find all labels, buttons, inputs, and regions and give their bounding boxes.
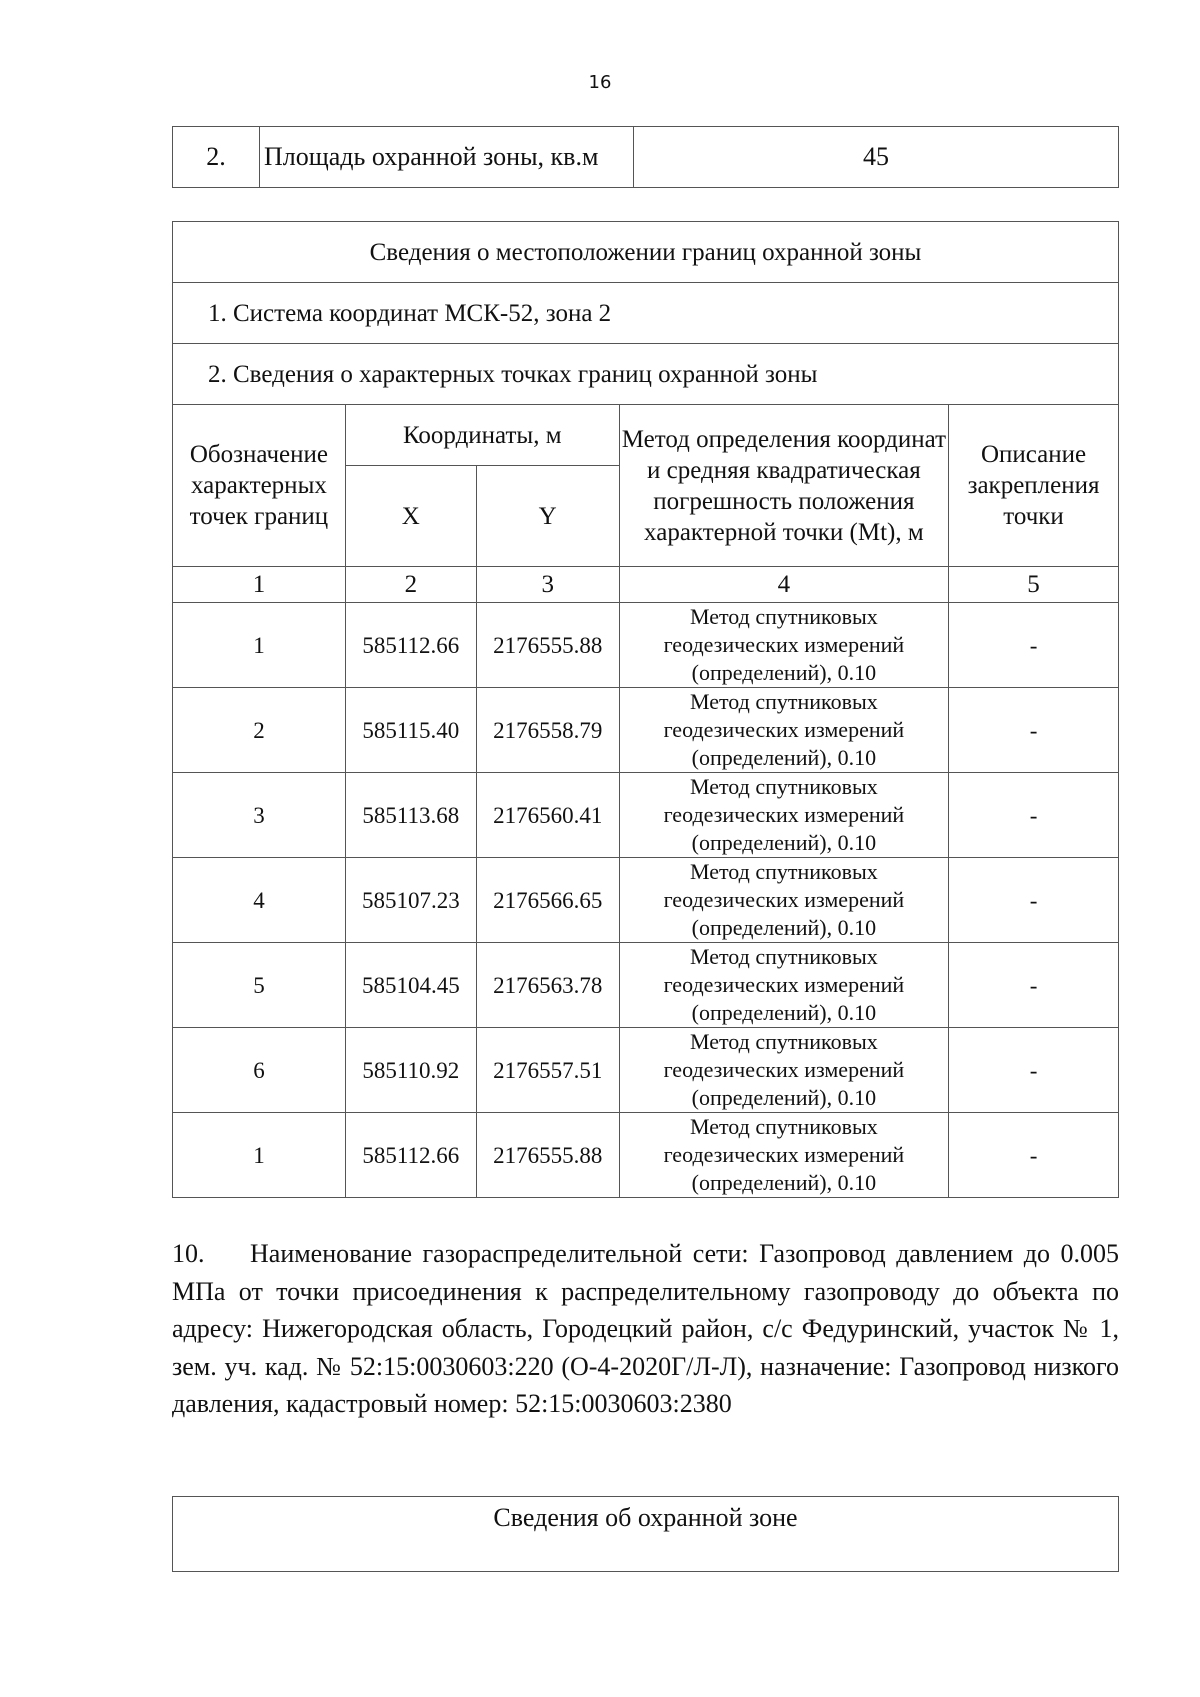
protection-zone-table [172,1496,1119,1572]
points-title: 2. Сведения о характерных точках границ охранной зоны [173,344,1119,405]
page-number: 16 [588,72,612,93]
point-method: Метод спутниковых геодезических измерений (определений), 0.10 [619,688,948,773]
column-number: 4 [619,567,948,603]
point-description: - [949,1113,1119,1198]
point-id: 3 [173,773,346,858]
point-y: 2176558.79 [476,688,619,773]
section-10-number: 10. [172,1239,205,1268]
header-method: Метод определения координат и средняя квадратическая погрешность положения характерной точки (Mt), м [619,405,948,567]
column-number: 5 [949,567,1119,603]
table-row [173,1028,1119,1113]
column-numbers-row [173,567,1119,603]
point-method: Метод спутниковых геодезических измерений (определений), 0.10 [619,773,948,858]
point-y: 2176563.78 [476,943,619,1028]
area-row-value: 45 [634,127,1119,188]
point-id: 2 [173,688,346,773]
table-row [173,688,1119,773]
point-x: 585115.40 [345,688,476,773]
table-row [173,603,1119,688]
point-y: 2176555.88 [476,603,619,688]
point-y: 2176566.65 [476,858,619,943]
location-table [172,221,1119,1198]
point-x: 585112.66 [345,1113,476,1198]
section-10-paragraph [172,1235,1119,1423]
point-method: Метод спутниковых геодезических измерений (определений), 0.10 [619,603,948,688]
point-description: - [949,943,1119,1028]
area-row-label: Площадь охранной зоны, кв.м [260,127,634,188]
section-10-text: Наименование газораспределительной сети: Газопровод давлением до 0.005 МПа от точки присоединения к распределительному газопроводу до объекта по адресу: Нижегородская область, Городецкий район, с/с Федуринский, участок № 1, зем. уч. кад. № 52:15:0030603:220 (О-4-2020Г/Л-Л), назначение: Газопровод низкого давления, кадастровый номер: 52:15:0030603:2380 [172,1239,1119,1418]
point-id: 4 [173,858,346,943]
point-x: 585107.23 [345,858,476,943]
point-method: Метод спутниковых геодезических измерений (определений), 0.10 [619,943,948,1028]
point-x: 585104.45 [345,943,476,1028]
area-table [172,126,1119,188]
area-row-number: 2. [173,127,260,188]
point-description: - [949,603,1119,688]
protection-zone-title: Сведения об охранной зоне [173,1497,1119,1572]
table-row [173,1113,1119,1198]
area-row [173,127,1119,188]
header-y: Y [476,466,619,567]
point-description: - [949,858,1119,943]
point-description: - [949,688,1119,773]
point-y: 2176555.88 [476,1113,619,1198]
point-method: Метод спутниковых геодезических измерений (определений), 0.10 [619,1113,948,1198]
point-x: 585110.92 [345,1028,476,1113]
point-x: 585112.66 [345,603,476,688]
point-id: 5 [173,943,346,1028]
header-designation: Обозначение характерных точек границ [173,405,346,567]
table-row [173,858,1119,943]
point-id: 1 [173,603,346,688]
point-x: 585113.68 [345,773,476,858]
column-number: 2 [345,567,476,603]
header-description: Описание закрепления точки [949,405,1119,567]
header-coordinates: Координаты, м [345,405,619,466]
table-row [173,943,1119,1028]
point-id: 6 [173,1028,346,1113]
coordinate-system: 1. Система координат МСК-52, зона 2 [173,283,1119,344]
point-method: Метод спутниковых геодезических измерений (определений), 0.10 [619,1028,948,1113]
point-y: 2176557.51 [476,1028,619,1113]
header-x: X [345,466,476,567]
point-description: - [949,773,1119,858]
point-method: Метод спутниковых геодезических измерений (определений), 0.10 [619,858,948,943]
point-id: 1 [173,1113,346,1198]
table-row [173,773,1119,858]
point-y: 2176560.41 [476,773,619,858]
location-table-title: Сведения о местоположении границ охранной зоны [173,222,1119,283]
point-description: - [949,1028,1119,1113]
column-number: 3 [476,567,619,603]
column-number: 1 [173,567,346,603]
